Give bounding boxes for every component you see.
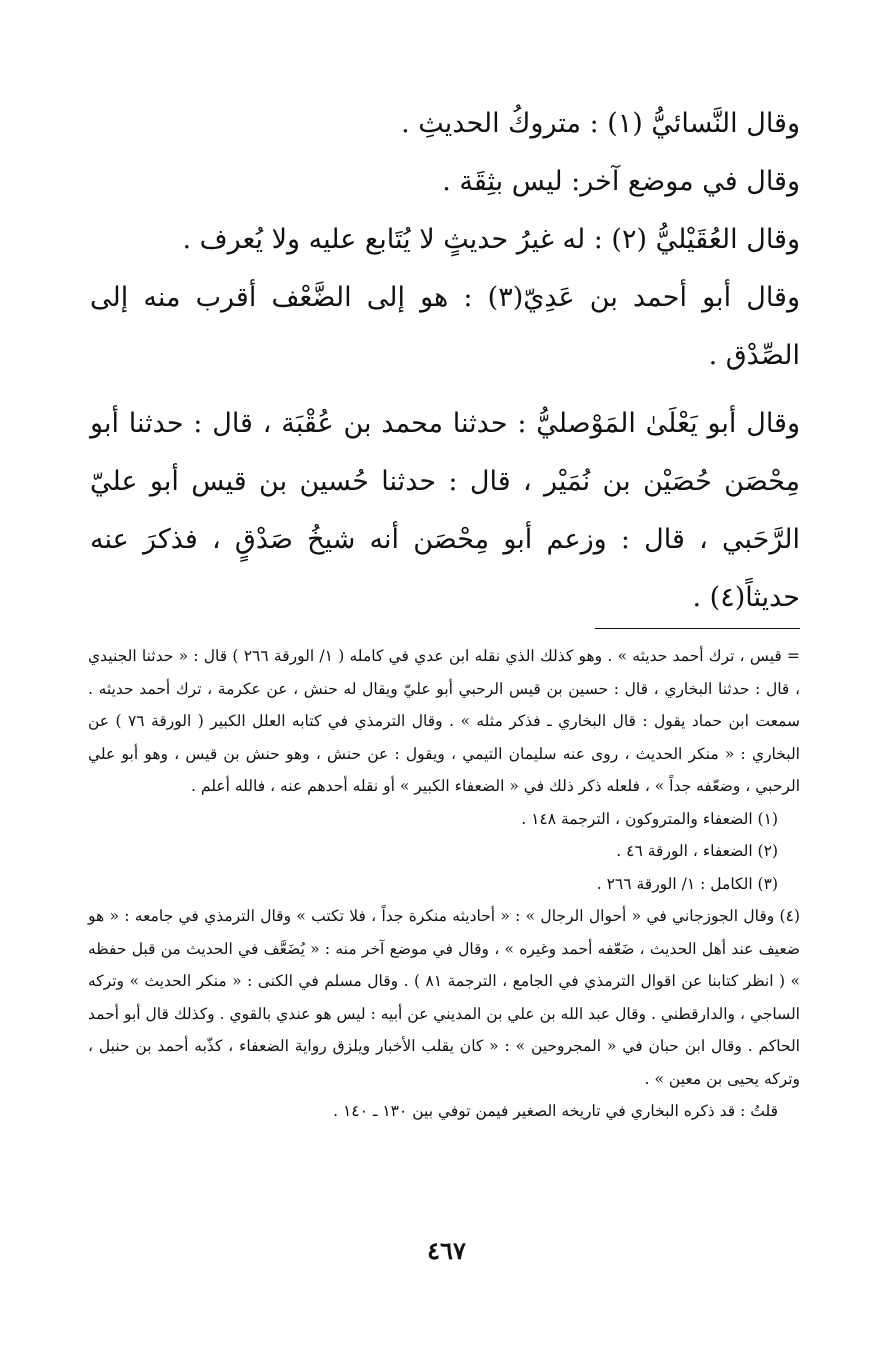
main-text (90, 95, 800, 627)
footnote-3: (٣) الكامل : ١/ الورقة ٢٦٦ . (596, 874, 778, 893)
footnote-4: (٤) وقال الجوزجاني في « أحوال الرجال » : « أحاديثه منكرة جداً ، فلا تكتب » وقال الترمذي في جامعه : « هو ضعيف عند أهل الحديث ، ضَعّفه أحمد وغيره » ، وقال في موضع آخر منه : « يُضَعَّف في الحديث من قبل حفظه » ( انظر كتابنا عن اقوال الترمذي في الجامع ، الترجمة ٨١ ) . وقال مسلم في الكنى : « منكر الحديث » وتركه الساجي ، والدارقطني . وقال عبد الله بن علي بن المديني عن أبيه : ليس هو عندي بالقوي . وكذلك قال أبو أحمد الحاكم . وقال ابن حبان في « المجروحين » : « كان يقلب الأخبار ويلزق رواية الضعفاء ، كذّبه أحمد بن حنبل ، وتركه يحيى بن معين » . (88, 907, 800, 1088)
text-line-thiqa: وقال في موضع آخر: ليس بثِقَة . (442, 166, 800, 197)
footnote-1: (١) الضعفاء والمتروكون ، الترجمة ١٤٨ . (521, 809, 778, 828)
footnote-note: قلتُ : قد ذكره البخاري في تاريخه الصغير فيمن توفي بين ١٣٠ ـ ١٤٠ . (333, 1102, 778, 1120)
text-line-uqayli: وقال العُقَيْليُّ (٢) : له غيرُ حديثٍ لا يُتَابع عليه ولا يُعرف . (182, 224, 800, 255)
footnotes (88, 640, 800, 1128)
footnote-divider (595, 628, 800, 629)
text-paragraph-abu-yala: وقال أبو يَعْلَىٰ المَوْصليُّ : حدثنا محمد بن عُقْبَة ، قال : حدثنا أبو مِحْصَن حُصَيْن بن نُمَيْر ، قال : حدثنا حُسين بن قيس أبو عليّ الرَّحَبي ، قال : وزعم أبو مِحْصَن أنه شيخُ صَدْقٍ ، فذكرَ عنه حديثاً(٤) . (90, 408, 800, 613)
page-number: ٤٦٧ (427, 1236, 466, 1265)
footnote-2: (٢) الضعفاء ، الورقة ٤٦ . (616, 842, 778, 860)
text-line-nasai: وقال النَّسائيُّ (١) : متروكُ الحديثِ . (401, 108, 800, 139)
text-line-ibn-adi: وقال أبو أحمد بن عَدِيّ(٣) : هو إلى الضَّعْف أقرب منه إلى الصِّدْق . (90, 282, 800, 371)
footnote-continuation: = قيس ، ترك أحمد حديثه » . وهو كذلك الذي نقله ابن عدي في كامله ( ١/ الورقة ٢٦٦ ) قال : « حدثنا الجنيدي ، قال : حدثنا البخاري ، قال : حسين بن قيس الرحبي أبو عليّ ويقال له حنش ، عن عكرمة ، ترك أحمد حديثه . سمعت ابن حماد يقول : قال البخاري ـ فذكر مثله » . وقال الترمذي في كتابه العلل الكبير ( الورقة ٧٦ ) عن البخاري : « منكر الحديث ، روى عنه سليمان التيمي ، ويقول : عن حنش ، وهو حنش بن قيس ، وهو أبو علي الرحبي ، وضعّفه جداً » ، فلعله ذكر ذلك في « الضعفاء الكبير » أو نقله أحدهم عنه ، فالله أعلم . (88, 647, 801, 795)
